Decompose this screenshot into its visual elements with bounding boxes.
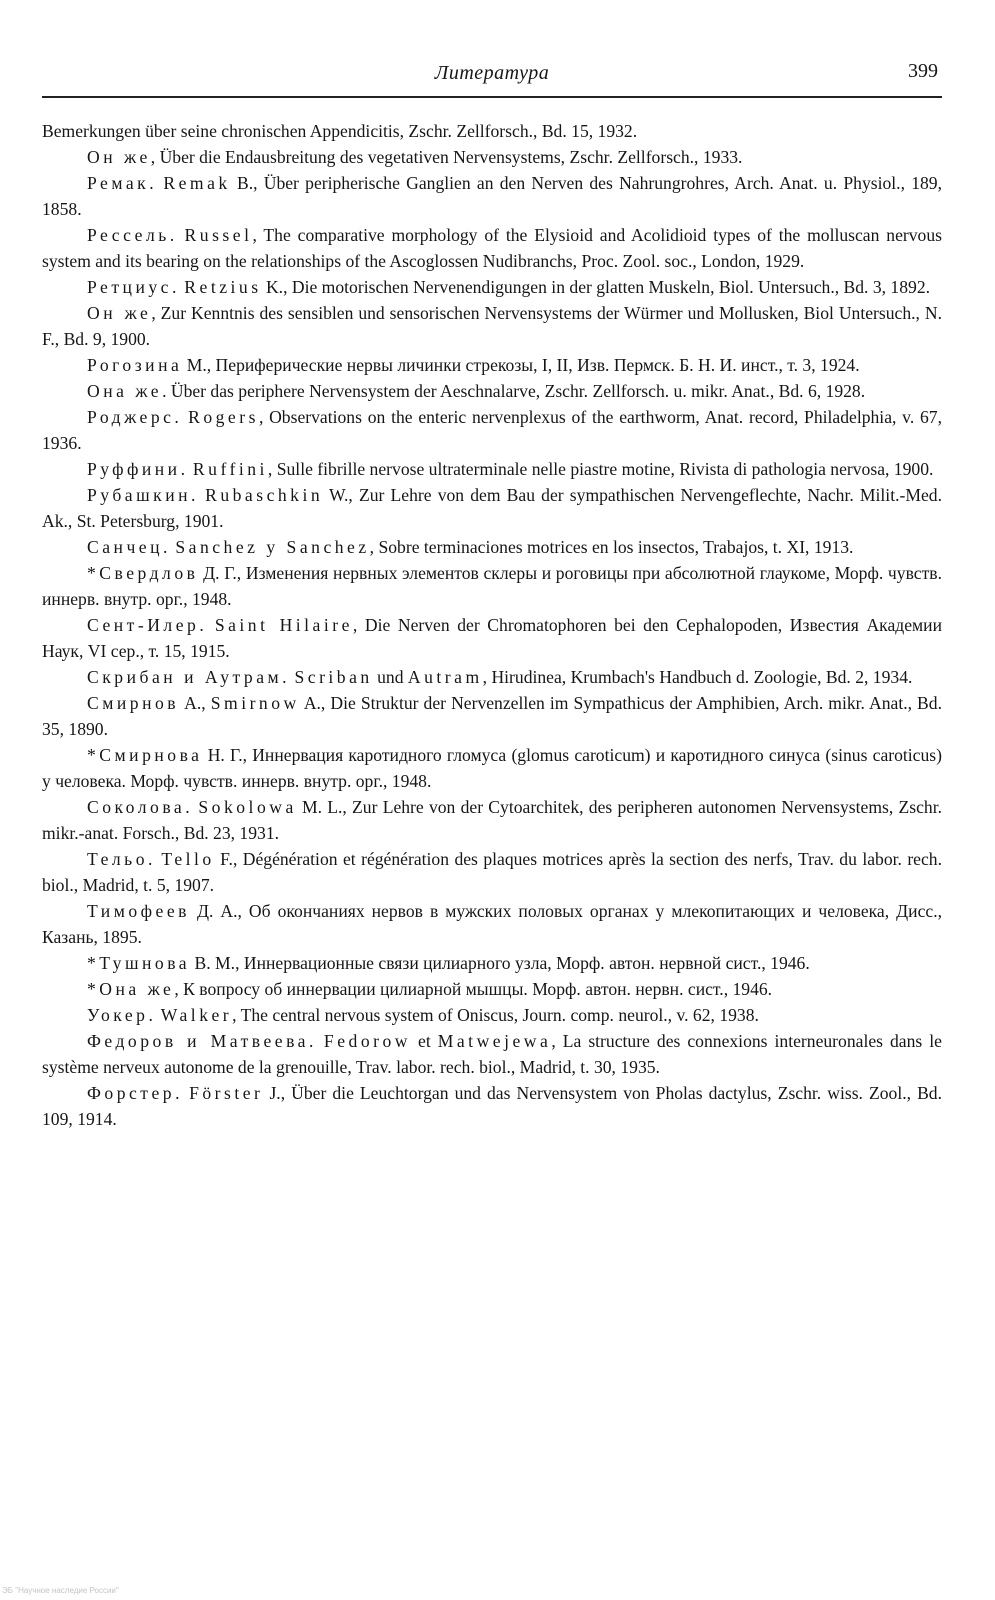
author-name-lat: Tello	[161, 849, 215, 869]
author-name-lat: Ruffini	[192, 459, 268, 479]
entry-text: , Hirudinea, Krumbach's Handbuch d. Zoologie, Bd. 2, 1934.	[482, 667, 913, 687]
author-name-lat: Saint Hilaire	[214, 615, 353, 635]
entry-text: M. L., Zur Lehre von der Cytoarchitek, des peripheren autonomen Nervensystems, Zschr. mikr.-anat. Forsch., Bd. 23, 1931.	[42, 797, 942, 843]
bibliography-entry	[42, 482, 942, 534]
entry-text: W., Zur Lehre von dem Bau der sympathischen Nervengeflechte, Nachr. Milit.-Med. Ak., St. Petersburg, 1901.	[42, 485, 942, 531]
entry-text: , La structure des connexions interneuronales dans le système nerveux autonome de la grenouille, Trav. labor. rech. biol., Madrid, t. 30, 1935.	[42, 1031, 942, 1077]
entry-text: , Sulle fibrille nervose ultraterminale nelle piastre motine, Rivista di pathologia nervosa, 1900.	[267, 459, 934, 479]
author-name-ru: Ремак.	[87, 173, 158, 193]
entry-text: Д. Г., Изменения нервных элементов склеры и роговицы при абсолютной глаукоме, Морф. чувств. иннерв. внутр. орг., 1948.	[42, 563, 942, 609]
author-name-lat: Walker	[160, 1005, 233, 1025]
entry-text: , The comparative morphology of the Elysioid and Acolidioid types of the molluscan nervous system and its bearing on the relationships of the Ascoglossen Nudibranchs, Proc. Zool. soc., London, 1929.	[42, 225, 942, 271]
bibliography-entry	[42, 846, 942, 898]
entry-text: , Sobre terminaciones motrices en los insectos, Trabajos, t. XI, 1913.	[369, 537, 854, 557]
page-number: 399	[908, 60, 938, 82]
bibliography-entry	[42, 144, 942, 170]
bibliography-entry	[42, 404, 942, 456]
author-name-ru: Тимофеев	[87, 901, 190, 921]
author-name-lat: Remak	[163, 173, 231, 193]
author-name-lat: Fedorow	[323, 1031, 411, 1051]
running-title: Литература	[434, 62, 550, 84]
author-name-ru: Рогозина	[87, 355, 183, 375]
author-name-ru: Роджерс.	[87, 407, 183, 427]
author-name-ru: Ретциус.	[87, 277, 180, 297]
author-name-lat: Förster	[189, 1083, 264, 1103]
bibliography-entry	[42, 560, 942, 612]
entry-text: Н. Г., Иннервация каротидного гломуса (glomus caroticum) и каротидного синуса (sinus caroticus) у человека. Морф. чувств. иннерв. внутр. орг., 1948.	[42, 745, 942, 791]
bibliography-list	[42, 118, 942, 1132]
library-watermark: ЭБ "Научное наследие России"	[2, 1586, 119, 1595]
author-name-lat: Sanchez y Sanchez	[175, 537, 370, 557]
author-name-ru: *Свердлов	[87, 563, 199, 583]
author-name-lat: Smirnow	[210, 693, 300, 713]
author-name-ru: Санчец.	[87, 537, 171, 557]
author-name-ru: Смирнов	[87, 693, 180, 713]
page-header	[42, 56, 942, 98]
author-name-ru: Тельо.	[87, 849, 156, 869]
entry-text: J., Über die Leuchtorgan und das Nervensystem von Pholas dactylus, Zschr. wiss. Zool., Bd. 109, 1914.	[42, 1083, 943, 1129]
entry-text: , К вопросу об иннервации цилиарной мышцы. Морф. автон. нервн. сист., 1946.	[174, 979, 773, 999]
bibliography-entry	[42, 378, 942, 404]
entry-text: М., Периферические нервы личинки стрекозы, I, II, Изв. Пермск. Б. Н. И. инст., т. 3, 1924.	[182, 355, 860, 375]
author-name-ru: Рессель.	[87, 225, 178, 245]
bibliography-entry	[42, 950, 942, 976]
bibliography-entry	[42, 222, 942, 274]
author-name-ru: Рубашкин.	[87, 485, 199, 505]
bibliography-entry	[42, 612, 942, 664]
entry-text: , Die Nerven der Chromatophoren bei den Cephalopoden, Известия Академии Наук, VI сер., т. 15, 1915.	[42, 615, 943, 661]
bibliography-entry	[42, 274, 942, 300]
bibliography-entry	[42, 300, 942, 352]
bibliography-entry	[42, 690, 942, 742]
author-name-ru: Федоров и Матвеева.	[87, 1031, 317, 1051]
author-initials: А.,	[179, 693, 211, 713]
bibliography-entry	[42, 534, 942, 560]
author-name-lat: Rogers	[188, 407, 259, 427]
entry-text: , Observations on the enteric nervenplexus of the earthworm, Anat. record, Philadelphia, v. 67, 1936.	[42, 407, 942, 453]
entry-text: F., Dégénération et régénération des plaques motrices après la section des nerfs, Trav. du labor. rech. biol., Madrid, t. 5, 1907.	[42, 849, 942, 895]
entry-text: A., Die Struktur der Nervenzellen im Sympathicus der Amphibien, Arch. mikr. Anat., Bd. 35, 1890.	[42, 693, 942, 739]
entry-text: В. М., Иннервационные связи цилиарного узла, Морф. автон. нервной сист., 1946.	[190, 953, 810, 973]
author-name-ru: *Смирнова	[87, 745, 203, 765]
author-name-lat: Autram	[407, 667, 483, 687]
author-name-ru: Он же	[87, 147, 151, 167]
author-name-ru: Руффини.	[87, 459, 189, 479]
author-name-ru: Она же	[87, 381, 163, 401]
bibliography-entry	[42, 118, 942, 144]
entry-text: . Über das periphere Nervensystem der Aeschnalarve, Zschr. Zellforsch. u. mikr. Anat., Bd. 6, 1928.	[162, 381, 866, 401]
entry-text: B., Über peripherische Ganglien an den Nerven des Nahrungrohres, Arch. Anat. u. Physiol., 189, 1858.	[42, 173, 942, 219]
bibliography-entry	[42, 742, 942, 794]
entry-text: Д. А., Об окончаниях нервов в мужских половых органах у млекопитающих и человека, Дисс., Казань, 1895.	[42, 901, 942, 947]
entry-text: , The central nervous system of Oniscus, Journ. comp. neurol., v. 62, 1938.	[232, 1005, 759, 1025]
author-name-lat: Retzius	[184, 277, 262, 297]
author-name-lat: Sokolowa	[198, 797, 297, 817]
author-name-ru: Он же	[87, 303, 152, 323]
author-name-ru: Соколова.	[87, 797, 194, 817]
author-name-ru: Форстер.	[87, 1083, 183, 1103]
bibliography-entry	[42, 976, 942, 1002]
entry-text: Bemerkungen über seine chronischen Appendicitis, Zschr. Zellforsch., Bd. 15, 1932.	[42, 121, 638, 141]
author-name-ru: *Она же	[87, 979, 175, 999]
bibliography-entry	[42, 664, 942, 690]
author-name-lat: Rubaschkin	[205, 485, 324, 505]
author-name-lat: Russel	[184, 225, 253, 245]
author-name-ru: Уокер.	[87, 1005, 157, 1025]
author-name-ru: *Тушнова	[87, 953, 191, 973]
bibliography-entry	[42, 456, 942, 482]
bibliography-entry	[42, 898, 942, 950]
bibliography-entry	[42, 1080, 942, 1132]
bibliography-entry	[42, 352, 942, 378]
entry-text: , Zur Kenntnis des sensiblen und sensorischen Nervensystems der Würmer und Mollusken, Biol Untersuch., N. F., Bd. 9, 1900.	[42, 303, 942, 349]
author-name-ru: Сент-Илер.	[87, 615, 208, 635]
entry-connector: und	[372, 667, 408, 687]
author-name-lat: Scriban	[294, 667, 373, 687]
bibliography-entry	[42, 170, 942, 222]
author-name-lat: Matwejewa	[437, 1031, 552, 1051]
bibliography-entry	[42, 794, 942, 846]
entry-text: , Über die Endausbreitung des vegetativen Nervensystems, Zschr. Zellforsch., 1933.	[150, 147, 743, 167]
bibliography-entry	[42, 1002, 942, 1028]
entry-connector: et	[410, 1031, 438, 1051]
entry-text: K., Die motorischen Nervenendigungen in der glatten Muskeln, Biol. Untersuch., Bd. 3, 1892.	[261, 277, 931, 297]
bibliography-entry	[42, 1028, 942, 1080]
author-name-ru: Скрибан и Аутрам.	[87, 667, 291, 687]
